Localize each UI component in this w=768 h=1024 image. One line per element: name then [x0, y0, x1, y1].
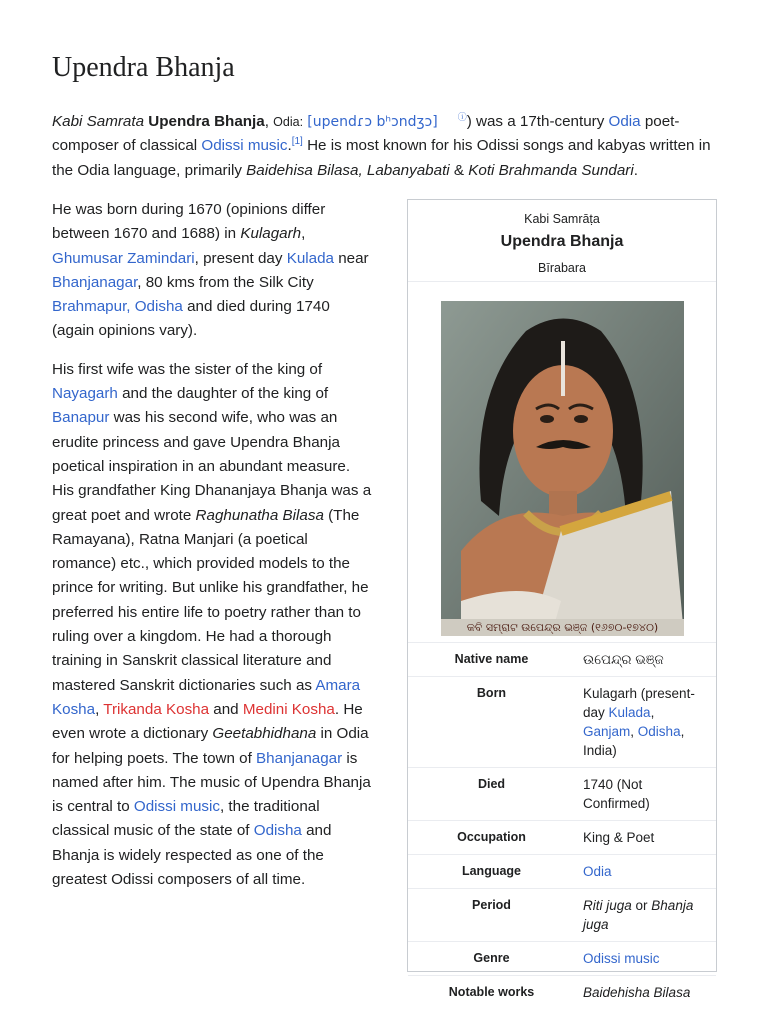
text: near: [333, 249, 369, 267]
paragraph-birth: [52, 198, 376, 344]
text: or: [631, 898, 652, 913]
value-died: 1740 (Not Confirmed): [583, 777, 650, 811]
text: He was born during 1670 (opinions differ between 1670 and 1688) in: [52, 201, 326, 243]
infobox-honorific: Kabi Samrāṭa: [524, 212, 600, 226]
label-notable-works: Notable works: [448, 985, 535, 999]
row-genre: [408, 942, 716, 976]
text: ,: [301, 225, 306, 243]
lead-paragraph: Kabi Samrata Upendra Bhanja, Odia: [upendɾɔ bʰɔndʒɔ] ⓘ) was a 17th-century Odia poet-composer of classical Odissi music.[1] He is most known for his Odissi songs and kabyas written in the Odia language, primarily Baidehisa Bilasa, Labanyabati & Koti Brahmanda Sundari.: [52, 111, 711, 179]
lead-text: He is most known for his Odissi songs and kabyas written in the Odia language, primarily: [52, 137, 711, 179]
reference-1[interactable]: [1]: [291, 136, 303, 148]
subject-name: Upendra Bhanja: [148, 113, 265, 130]
lead-text: ) was a 17th-century: [466, 113, 609, 130]
row-occupation: [408, 821, 716, 855]
value-period: [575, 889, 716, 942]
audio-info-icon[interactable]: ⓘ: [457, 111, 467, 122]
text-geetabhidhana: Geetabhidhana: [212, 725, 317, 743]
text: and the daughter of the king of: [117, 385, 329, 403]
text: ,: [95, 700, 104, 718]
row-notable-works: [408, 976, 716, 1010]
link-amara-kosha[interactable]: Amara Kosha: [52, 676, 361, 718]
link-odissi-music[interactable]: Odissi music: [583, 951, 660, 966]
link-kulada[interactable]: Kulada: [286, 249, 334, 267]
redlink-medini-kosha[interactable]: Medini Kosha: [242, 700, 335, 718]
text: , present day: [194, 249, 287, 267]
odia-label: Odia:: [273, 115, 304, 129]
link-odisha[interactable]: Odisha: [637, 724, 681, 739]
infobox: [407, 199, 717, 1000]
lead-text: .: [633, 161, 638, 179]
label-born: Born: [476, 686, 507, 700]
link-odissi-music[interactable]: Odissi music: [201, 137, 288, 155]
lead-text: &: [449, 161, 469, 179]
text: and Bhanja is widely respected as one of the greatest Odissi composers of all time.: [52, 822, 332, 889]
link-odia[interactable]: Odia: [583, 864, 612, 879]
text: , 80 kms from the Silk City: [137, 273, 314, 291]
portrait-painting: [441, 301, 684, 636]
text: ,: [630, 724, 638, 739]
ipa-link[interactable]: [upendɾɔ bʰɔndʒɔ]: [307, 114, 438, 130]
text: , India): [583, 724, 685, 758]
text: in Odia for helping poets. The town of: [52, 725, 369, 767]
portrait-caption: କବି ସମ୍ରାଟ ଉପେନ୍ଦ୍ର ଭଞ୍ଜ (୧୬୭୦-୧୭୪୦): [466, 621, 659, 634]
works-title: Baidehisa Bilasa, Labanyabati: [246, 161, 450, 179]
label-native-name: Native name: [454, 652, 529, 666]
text-raghunatha-bilasa: Raghunatha Bilasa: [195, 506, 324, 524]
link-bhanjanagar[interactable]: Bhanjanagar: [52, 273, 138, 291]
text: was his second wife, who was an erudite princess and gave Upendra Bhanja poetical inspiration in an abundant measure. His grandfather King Dhananjaya Bhanja was a great poet and wrote: [52, 409, 372, 524]
infobox-header: [408, 200, 716, 282]
value-occupation: King & Poet: [583, 830, 655, 845]
infobox-table: [408, 642, 716, 1009]
text: ,: [650, 705, 655, 720]
redlink-trikanda-kosha[interactable]: Trikanda Kosha: [103, 700, 210, 718]
portrait-image[interactable]: [441, 301, 684, 636]
value-notable-works: [575, 976, 716, 1010]
link-bhanjanagar[interactable]: Bhanjanagar: [256, 749, 343, 767]
paragraph-life: [52, 358, 376, 893]
value-language: [575, 855, 716, 889]
label-died: Died: [477, 777, 506, 791]
row-period: [408, 889, 716, 942]
row-native-name: [408, 643, 716, 677]
link-brahmapur[interactable]: Brahmapur, Odisha: [52, 298, 183, 316]
link-ganjam[interactable]: Ganjam: [583, 724, 631, 739]
row-language: [408, 855, 716, 889]
infobox-name: Upendra Bhanja: [500, 233, 624, 250]
row-died: [408, 768, 716, 821]
label-occupation: Occupation: [457, 830, 526, 844]
lead-text: poet-composer of classical: [52, 113, 680, 155]
works-title: Koti Brahmanda Sundari: [468, 161, 634, 179]
row-born: [408, 677, 716, 768]
text: Baidehisha Bilasa: [583, 985, 691, 1000]
link-ghumusar-zamindari[interactable]: Ghumusar Zamindari: [52, 249, 195, 267]
text: His first wife was the sister of the king of: [52, 360, 323, 378]
label-period: Period: [472, 898, 511, 912]
label-language: Language: [461, 864, 522, 878]
text: Bhanja juga: [583, 898, 694, 932]
text: , the traditional classical music of the state of: [52, 798, 320, 840]
text: Kulagarh (present-day: [583, 686, 695, 720]
body-column: [52, 198, 376, 906]
text: (The Ramayana), Ratna Manjari (a poetical romance) etc., which provided models to the prince for writing. But unlike his grandfather, he preferred his entire life to poetry rather than to ruling over a kingdom. He had a thorough training in Sanskrit classical literature and mastered Sanskrit dictionaries such as: [52, 506, 369, 694]
text-kulagarh: Kulagarh: [240, 225, 302, 243]
text: Riti juga: [583, 898, 632, 913]
link-odissi-music[interactable]: Odissi music: [133, 798, 220, 816]
honorific: Kabi Samrata: [52, 113, 145, 130]
link-odia[interactable]: Odia: [608, 113, 641, 130]
text: and: [209, 700, 243, 718]
page-title: Upendra Bhanja: [52, 52, 235, 83]
link-nayagarh[interactable]: Nayagarh: [52, 385, 118, 403]
link-kulada[interactable]: Kulada: [608, 705, 651, 720]
link-banapur[interactable]: Banapur: [52, 409, 110, 427]
value-born: [575, 677, 716, 768]
label-genre: Genre: [473, 951, 510, 965]
infobox-subtitle: Bīrabara: [538, 261, 586, 275]
text: and died during 1740 (again opinions vary).: [52, 298, 330, 340]
value-genre: [575, 942, 716, 976]
link-odisha[interactable]: Odisha: [253, 822, 302, 840]
value-native-name: ଉପେନ୍ଦ୍ର ଭଞ୍ଜ: [583, 652, 664, 667]
text: . He even wrote a dictionary: [52, 700, 363, 743]
text: is named after him. The music of Upendra Bhanja is central to: [52, 749, 371, 816]
